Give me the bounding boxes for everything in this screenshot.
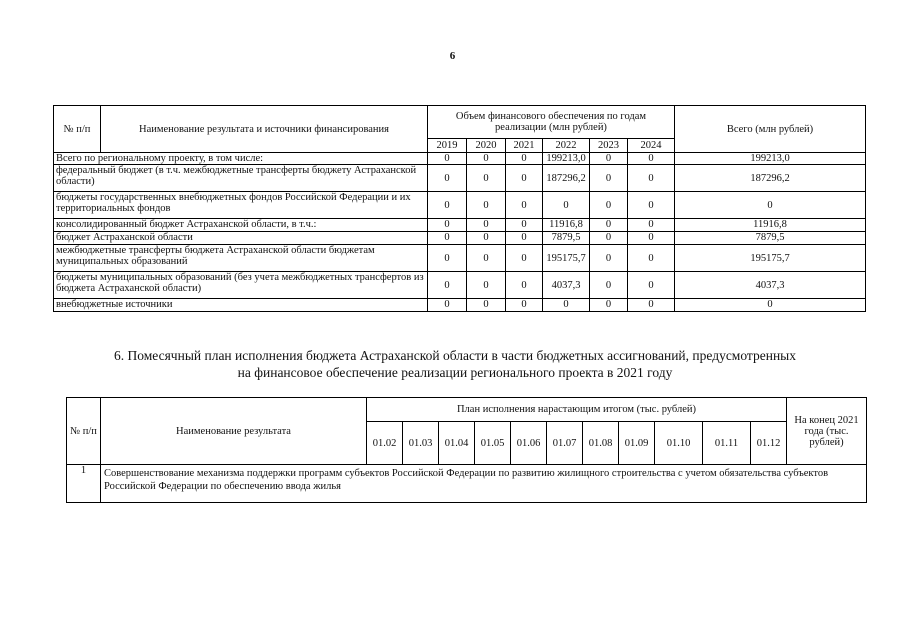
year-value: 0 [628, 192, 675, 219]
total-value: 195175,7 [675, 245, 866, 272]
year-value: 0 [628, 272, 675, 299]
year-value: 0 [590, 153, 628, 165]
year-value: 0 [506, 299, 543, 312]
plan-header: План исполнения нарастающим итогом (тыс. рублей) [367, 398, 787, 422]
table-row [54, 299, 866, 312]
year-value: 0 [590, 245, 628, 272]
month-header: 01.12 [751, 422, 787, 465]
year-value: 0 [428, 192, 467, 219]
year-value: 187296,2 [543, 165, 590, 192]
total-value: 0 [675, 299, 866, 312]
year-value: 0 [628, 299, 675, 312]
name-header: Наименование результата [101, 398, 367, 465]
total-value: 11916,8 [675, 219, 866, 232]
month-header: 01.03 [403, 422, 439, 465]
year-value: 0 [506, 245, 543, 272]
year-value: 0 [467, 272, 506, 299]
year-value: 0 [590, 219, 628, 232]
year-value: 0 [467, 232, 506, 245]
year-header: 2023 [590, 139, 628, 153]
month-header: 01.02 [367, 422, 403, 465]
table-row [54, 245, 866, 272]
month-header: 01.08 [583, 422, 619, 465]
year-value: 0 [506, 192, 543, 219]
year-header: 2021 [506, 139, 543, 153]
year-value: 0 [428, 153, 467, 165]
year-value: 0 [467, 299, 506, 312]
month-header: 01.06 [511, 422, 547, 465]
volume-header: Объем финансового обеспечения по годам реализации (млн рублей) [428, 106, 675, 139]
total-value: 187296,2 [675, 165, 866, 192]
table-row [54, 192, 866, 219]
table-row [67, 465, 867, 503]
year-header: 2020 [467, 139, 506, 153]
year-value: 4037,3 [543, 272, 590, 299]
month-header: 01.05 [475, 422, 511, 465]
monthly-plan-table [66, 397, 867, 503]
year-value: 0 [543, 299, 590, 312]
month-header: 01.04 [439, 422, 475, 465]
month-header: 01.10 [655, 422, 703, 465]
total-header: Всего (млн рублей) [675, 106, 866, 153]
year-header: 2019 [428, 139, 467, 153]
year-value: 11916,8 [543, 219, 590, 232]
table-row [54, 232, 866, 245]
year-value: 0 [543, 192, 590, 219]
num-header: № п/п [54, 106, 101, 153]
num-header: № п/п [67, 398, 101, 465]
year-value: 0 [467, 153, 506, 165]
year-value: 0 [428, 299, 467, 312]
year-value: 199213,0 [543, 153, 590, 165]
year-value: 0 [628, 232, 675, 245]
row-number: 1 [67, 465, 101, 503]
source-name: бюджеты государственных внебюджетных фондов Российской Федерации и их территориальных фондов [54, 192, 428, 219]
section-title-line: 6. Помесячный план исполнения бюджета Астраханской области в части бюджетных ассигнований, предусмотренных [113, 348, 796, 363]
result-name: Совершенствование механизма поддержки программ субъектов Российской Федерации по развитию жилищного строительства с учетом обязательства субъектов Российской Федерации по обеспечению ввода жилья [101, 465, 867, 503]
total-value: 199213,0 [675, 153, 866, 165]
financing-table [53, 105, 866, 312]
year-value: 0 [628, 219, 675, 232]
year-value: 0 [428, 245, 467, 272]
source-name: Всего по региональному проекту, в том числе: [54, 153, 428, 165]
year-value: 0 [590, 299, 628, 312]
total-value: 4037,3 [675, 272, 866, 299]
year-value: 0 [428, 232, 467, 245]
page-number: 6 [449, 50, 456, 62]
year-value: 0 [506, 219, 543, 232]
section-title-line: на финансовое обеспечение реализации регионального проекта в 2021 году [237, 365, 673, 380]
year-value: 0 [628, 165, 675, 192]
year-value: 0 [506, 232, 543, 245]
year-value: 0 [467, 245, 506, 272]
year-value: 0 [467, 192, 506, 219]
year-value: 0 [428, 219, 467, 232]
year-value: 7879,5 [543, 232, 590, 245]
total-value: 7879,5 [675, 232, 866, 245]
table-row [54, 153, 866, 165]
year-value: 0 [590, 272, 628, 299]
year-value: 195175,7 [543, 245, 590, 272]
section-title [60, 347, 850, 381]
year-value: 0 [590, 165, 628, 192]
source-name: бюджет Астраханской области [54, 232, 428, 245]
year-value: 0 [467, 219, 506, 232]
year-value: 0 [506, 272, 543, 299]
year-value: 0 [506, 165, 543, 192]
year-value: 0 [628, 153, 675, 165]
source-name: межбюджетные трансферты бюджета Астраханской области бюджетам муниципальных образований [54, 245, 428, 272]
year-header: 2024 [628, 139, 675, 153]
year-value: 0 [628, 245, 675, 272]
year-value: 0 [590, 232, 628, 245]
source-name: консолидированный бюджет Астраханской области, в т.ч.: [54, 219, 428, 232]
year-header: 2022 [543, 139, 590, 153]
table-row [54, 272, 866, 299]
year-value: 0 [506, 153, 543, 165]
year-value: 0 [590, 192, 628, 219]
total-value: 0 [675, 192, 866, 219]
table-row [54, 219, 866, 232]
year-value: 0 [428, 272, 467, 299]
month-header: 01.07 [547, 422, 583, 465]
year-value: 0 [467, 165, 506, 192]
source-name: федеральный бюджет (в т.ч. межбюджетные трансферты бюджету Астраханской области) [54, 165, 428, 192]
source-name: внебюджетные источники [54, 299, 428, 312]
month-header: 01.11 [703, 422, 751, 465]
end-header: На конец 2021 года (тыс. рублей) [787, 398, 867, 465]
name-header: Наименование результата и источники финансирования [101, 106, 428, 153]
year-value: 0 [428, 165, 467, 192]
table-row [54, 165, 866, 192]
source-name: бюджеты муниципальных образований (без учета межбюджетных трансфертов из бюджета Астраханской области) [54, 272, 428, 299]
month-header: 01.09 [619, 422, 655, 465]
